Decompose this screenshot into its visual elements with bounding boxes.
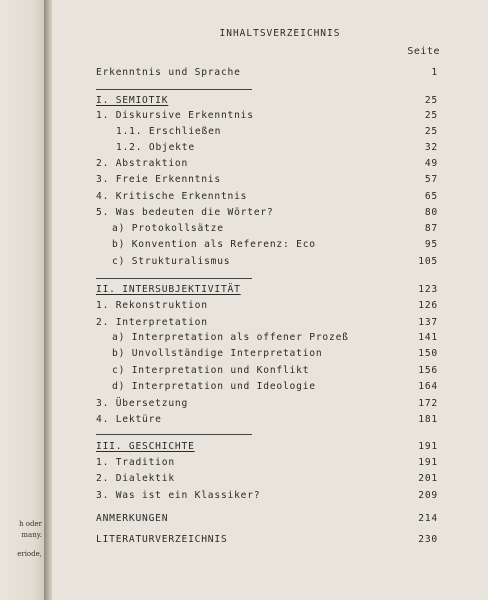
toc-entry-page-number: 201	[418, 473, 438, 484]
toc-entry-page-number: 191	[418, 441, 438, 452]
toc-entry-page-number: 230	[418, 534, 438, 545]
toc-entry	[96, 190, 438, 204]
toc-entry-label: 1. Tradition	[96, 457, 175, 468]
toc-entry	[96, 238, 438, 252]
toc-entry-label: 4. Lektüre	[96, 414, 162, 425]
toc-entry-label: 2. Abstraktion	[96, 158, 189, 169]
toc-entry-label: 3. Freie Erkenntnis	[96, 174, 221, 185]
toc-entry	[96, 141, 438, 155]
toc-entry-page-number: 95	[424, 239, 438, 250]
toc-entry-label: b) Konvention als Referenz: Eco	[112, 239, 316, 250]
toc-entry	[96, 206, 438, 220]
toc-entry-page-number: 181	[418, 414, 438, 425]
toc-section-heading	[96, 94, 438, 108]
toc-entry	[96, 533, 438, 547]
page-column-header: Seite	[407, 46, 440, 57]
toc-entry	[96, 397, 438, 411]
toc-entry-label: 1.2. Objekte	[116, 142, 195, 153]
toc-entry-page-number: 87	[424, 223, 438, 234]
toc-entry	[96, 364, 438, 378]
toc-entry-page-number: 172	[418, 398, 438, 409]
toc-entry-page-number: 164	[418, 381, 438, 392]
toc-entry-page-number: 209	[418, 490, 438, 501]
toc-entry-label: 2. Dialektik	[96, 473, 175, 484]
toc-entry-page-number: 25	[424, 110, 438, 121]
toc-entry-label: 3. Übersetzung	[96, 398, 189, 409]
toc-entry-label: 2. Interpretation	[96, 317, 208, 328]
toc-entry-page-number: 25	[424, 95, 438, 106]
toc-entry-page-number: 65	[424, 191, 438, 202]
toc-entry-page-number: 57	[424, 174, 438, 185]
toc-entry-label: I. SEMIOTIK	[96, 95, 169, 106]
toc-entry-page-number: 150	[418, 348, 438, 359]
toc-entry	[96, 173, 438, 187]
toc-entry-label: 4. Kritische Erkenntnis	[96, 191, 248, 202]
toc-entry-page-number: 214	[418, 513, 438, 524]
toc-entry	[96, 255, 438, 269]
toc-entry-label: d) Interpretation und Ideologie	[112, 381, 316, 392]
toc-entry-page-number: 141	[418, 332, 438, 343]
toc-entry-label: c) Interpretation und Konflikt	[112, 365, 310, 376]
toc-entry	[96, 413, 438, 427]
toc-entry-label: a) Interpretation als offener Prozeß	[112, 332, 349, 343]
separator-rule	[96, 89, 252, 90]
toc-entry	[96, 512, 438, 526]
toc-entry-label: 3. Was ist ein Klassiker?	[96, 490, 261, 501]
toc-entry-page-number: 1	[431, 67, 438, 78]
toc-section-heading	[96, 283, 438, 297]
toc-entry	[96, 472, 438, 486]
toc-entry-page-number: 105	[418, 256, 438, 267]
toc-entry-page-number: 32	[424, 142, 438, 153]
toc-entry	[96, 347, 438, 361]
toc-entry-label: c) Strukturalismus	[112, 256, 231, 267]
toc-entry-label: 5. Was bedeuten die Wörter?	[96, 207, 274, 218]
toc-entry-label: III. GESCHICHTE	[96, 441, 195, 452]
toc-entry	[96, 299, 438, 313]
toc-entry-label: 1. Rekonstruktion	[96, 300, 208, 311]
toc-entry	[96, 489, 438, 503]
toc-page	[52, 0, 488, 600]
toc-entry-label: b) Unvollständige Interpretation	[112, 348, 323, 359]
toc-entry	[96, 66, 438, 80]
separator-rule	[96, 278, 252, 279]
toc-entry-page-number: 123	[418, 284, 438, 295]
page-title: INHALTSVERZEICHNIS	[219, 28, 341, 39]
toc-entry-page-number: 126	[418, 300, 438, 311]
left-page-fragment: many.	[21, 531, 42, 539]
toc-entry-page-number: 25	[424, 126, 438, 137]
toc-entry	[96, 222, 438, 236]
toc-entry-label: II. INTERSUBJEKTIVITÄT	[96, 284, 241, 295]
toc-entry-label: LITERATURVERZEICHNIS	[96, 534, 228, 545]
toc-entry-label: ANMERKUNGEN	[96, 513, 169, 524]
toc-entry	[96, 331, 438, 345]
left-page-fragment: eriode,	[17, 550, 42, 558]
toc-entry-page-number: 156	[418, 365, 438, 376]
toc-entry-page-number: 137	[418, 317, 438, 328]
toc-entry	[96, 125, 438, 139]
toc-entry	[96, 316, 438, 330]
toc-section-heading	[96, 440, 438, 454]
toc-entry-page-number: 191	[418, 457, 438, 468]
left-page-fragment: h oder	[19, 520, 42, 528]
toc-entry	[96, 456, 438, 470]
separator-rule	[96, 434, 252, 435]
toc-entry-label: Erkenntnis und Sprache	[96, 67, 241, 78]
toc-entry	[96, 380, 438, 394]
left-page-edge	[0, 0, 46, 600]
toc-entry-page-number: 49	[424, 158, 438, 169]
toc-entry-label: 1.1. Erschließen	[116, 126, 222, 137]
toc-entry-label: 1. Diskursive Erkenntnis	[96, 110, 254, 121]
toc-entry-page-number: 80	[424, 207, 438, 218]
toc-entry	[96, 109, 438, 123]
toc-entry	[96, 157, 438, 171]
toc-entry-label: a) Protokollsätze	[112, 223, 224, 234]
